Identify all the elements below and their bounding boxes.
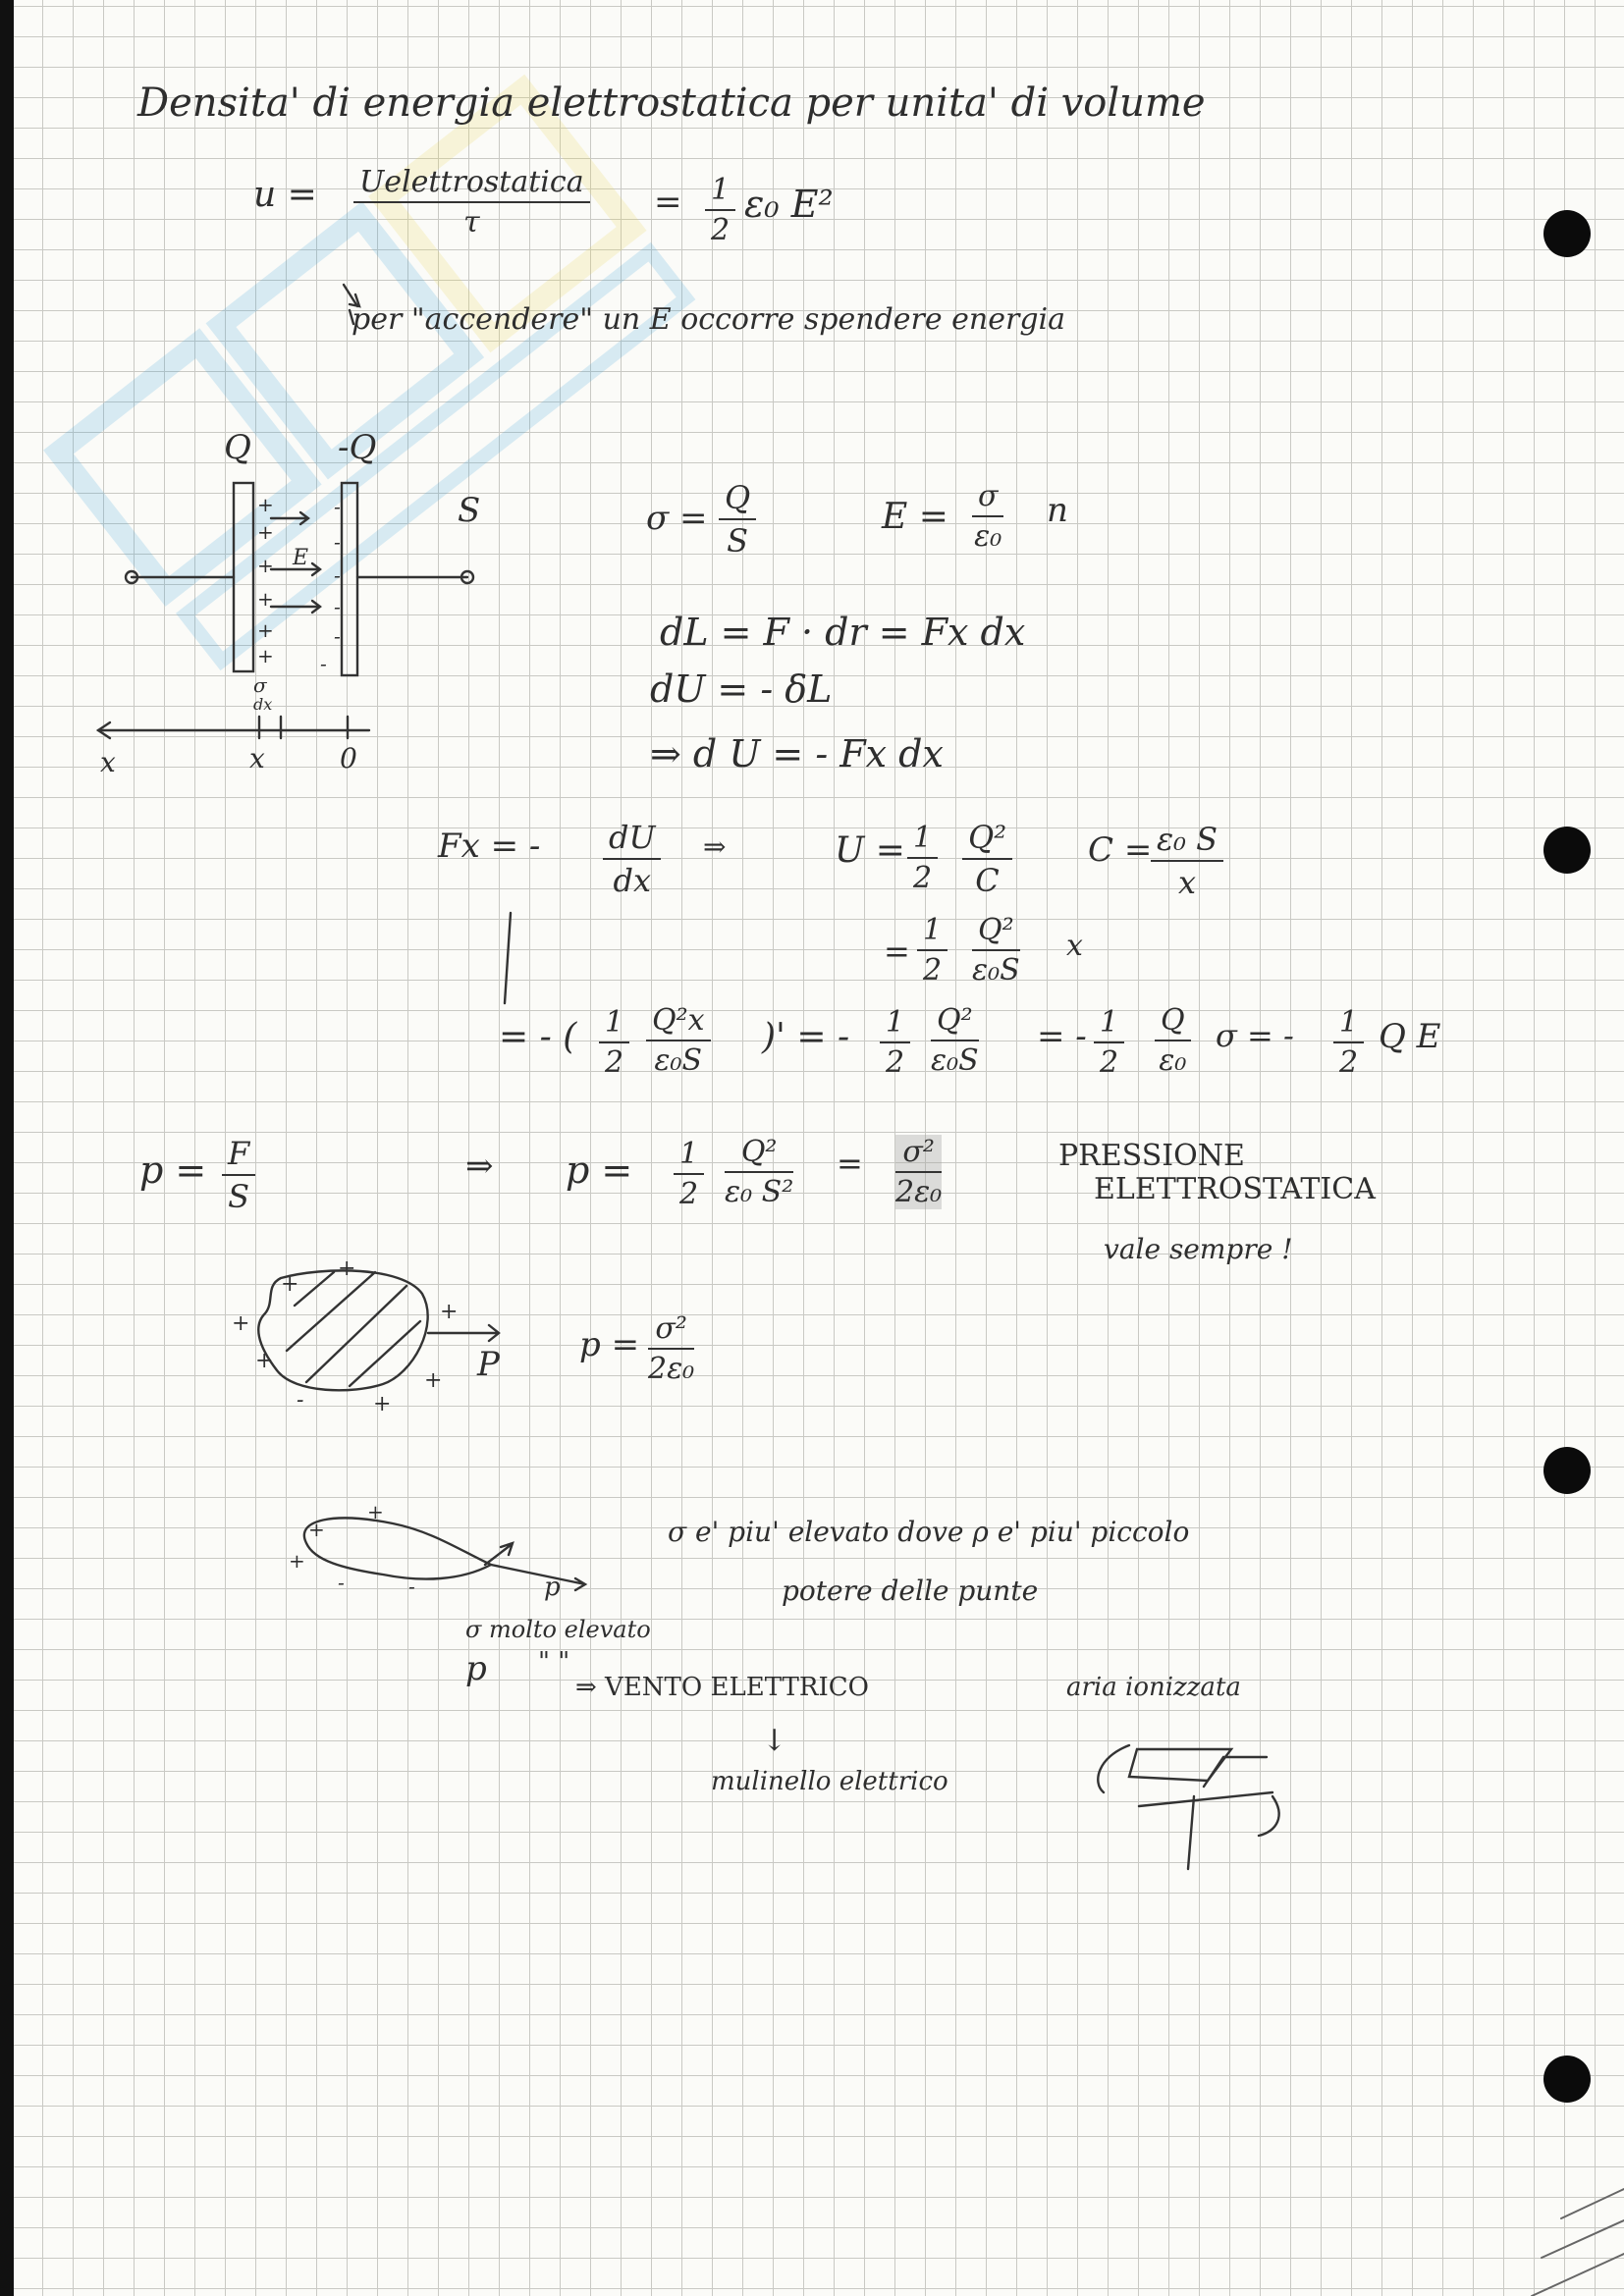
x-axis-arrow-icon <box>98 722 110 738</box>
eq-u3-tail: x <box>1066 929 1083 963</box>
eq-p2-eq: = <box>837 1145 863 1182</box>
pressure-arrow-icon <box>428 1325 499 1341</box>
cap-plus-sign: + <box>257 618 274 642</box>
binder-hole <box>1543 827 1591 874</box>
cap-plus-sign: + <box>257 644 274 667</box>
eq-fx-arrow: ⇒ <box>703 830 727 863</box>
mulinello-arm <box>1204 1757 1267 1787</box>
blob-plus-sign: + <box>424 1368 443 1393</box>
blob-plus-sign: + <box>255 1349 274 1373</box>
eq-u-num: Uelettrostatica <box>353 165 590 203</box>
eq-deriv-sig: σ = - <box>1216 1017 1294 1054</box>
eq-deriv-lhs: = - ( <box>499 1017 577 1057</box>
eq-deriv-half4: $\frac{1}{2}$ <box>1333 1005 1364 1080</box>
drop-plus-sign: + <box>289 1549 305 1573</box>
blob-plus-sign: + <box>373 1392 392 1416</box>
eq-deriv-half3: $\frac{1}{2}$ <box>1094 1005 1124 1080</box>
eq-dl: dL = F · dr = Fx dx <box>660 611 1026 654</box>
cap-minus-sign: - <box>320 652 327 675</box>
eq-sigma-lhs: σ = <box>646 499 708 538</box>
eq-u3-lhs: = <box>884 933 910 970</box>
binder-hole <box>1543 210 1591 257</box>
eq-fx-fraction: $\frac{dU}{dx}$ <box>603 819 661 899</box>
eq-deriv-tail: Q E <box>1379 1017 1441 1056</box>
note-aria: aria ionizzata <box>1066 1673 1241 1702</box>
blob-plus-sign: + <box>338 1256 356 1281</box>
note-mulinello: mulinello elettrico <box>711 1767 948 1796</box>
eq-p2-fraction: $\frac{\text{Q²}}{\text{ε₀ S²}}$ <box>725 1135 794 1209</box>
drop-plus-sign: + <box>308 1518 325 1541</box>
cap-minus-sign: - <box>334 563 341 587</box>
eq-deriv-fraction3: $\frac{Q}{\text{ε₀}}$ <box>1155 1003 1191 1078</box>
axis-zero: 0 <box>340 742 357 774</box>
blob-hatching <box>287 1272 420 1386</box>
mulinello-arm <box>1139 1792 1272 1806</box>
blob-plus-sign: + <box>440 1300 459 1324</box>
cap-minus-sign: - <box>334 595 341 618</box>
cap-minus-sign: - <box>334 624 341 648</box>
note-p: p <box>465 1649 487 1688</box>
axis-x-left: x <box>100 746 116 778</box>
pressione-label-1: PRESSIONE <box>1058 1139 1245 1173</box>
eq-deriv-fraction: $\frac{\text{Q²x}}{\text{ε₀S}}$ <box>646 1003 711 1078</box>
eq-c-fraction: $\frac{\text{ε₀ S}}{x}$ <box>1151 821 1223 901</box>
eq-du2: ⇒ d U = - Fx dx <box>650 732 944 775</box>
point-arrow-icon <box>485 1543 513 1565</box>
mulinello-blade <box>1129 1749 1231 1781</box>
eq-deriv-half2: $\frac{1}{2}$ <box>880 1005 910 1080</box>
blob-plus-sign: + <box>281 1272 299 1297</box>
pointed-conductor <box>304 1518 491 1578</box>
note-quotes: " " <box>538 1647 570 1677</box>
eq-u2-lhs: U = <box>835 830 905 871</box>
eq-p2-half: $\frac{1}{2}$ <box>674 1137 704 1211</box>
drop-p-label: p <box>544 1573 561 1602</box>
blob-p-label: P <box>477 1345 500 1384</box>
eq-deriv-eq2: = - <box>1037 1017 1087 1056</box>
eq-p2-arrow: ⇒ <box>465 1147 494 1186</box>
point-arrow-icon <box>491 1565 585 1590</box>
eq-e-lhs: E = <box>882 497 948 537</box>
scan-artifact <box>1532 2189 1624 2296</box>
mulinello-stem <box>1188 1796 1194 1869</box>
eq-fx-lhs: Fx = - <box>438 827 541 866</box>
note-vale-sempre: vale sempre ! <box>1104 1233 1293 1265</box>
drop-minus-sign: - <box>338 1571 345 1594</box>
eq-du: dU = - δL <box>650 667 833 711</box>
note-vento: ⇒ VENTO ELETTRICO <box>575 1673 869 1702</box>
eq-u3-half: $\frac{1}{2}$ <box>917 913 947 988</box>
rotation-arrow-icon <box>1098 1745 1129 1792</box>
rotation-arrow-icon <box>1259 1796 1279 1836</box>
eq-u3-fraction: $\frac{\text{Q²}}{\text{ε₀S}}$ <box>972 913 1020 988</box>
eq-e-fraction: $\frac{\sigma}{\text{ε₀}}$ <box>972 479 1003 554</box>
cap-plus-sign: + <box>257 493 274 516</box>
cap-plus-sign: + <box>257 554 274 577</box>
cap-minus-sign: - <box>334 530 341 554</box>
note-arrow-down: ↓ <box>762 1724 787 1758</box>
eq-u-lhs: u = <box>253 175 317 215</box>
cap-e-label: E <box>293 546 309 570</box>
binder-hole <box>1543 2056 1591 2103</box>
eq-u-equals: = <box>654 183 682 222</box>
cap-minus-sign: - <box>334 495 341 518</box>
note-molto: σ molto elevato <box>465 1616 651 1643</box>
drop-minus-sign: - <box>408 1575 415 1598</box>
note-sigma: σ e' piu' elevato dove ρ e' piu' piccolo <box>668 1516 1190 1548</box>
eq-c-lhs: C = <box>1088 830 1153 870</box>
cap-q-plus: Q <box>224 428 251 467</box>
eq-deriv-half: $\frac{1}{2}$ <box>599 1005 629 1080</box>
eq-u-tail: ε₀ E² <box>744 183 834 226</box>
blob-plus-sign: + <box>232 1311 250 1336</box>
eq-p3-fraction: $\frac{\text{σ²}}{\text{2ε₀}}$ <box>648 1311 695 1386</box>
eq-deriv-close: )' = - <box>762 1017 850 1057</box>
eq-e-tail: n <box>1047 491 1068 530</box>
note-accendere: per "accendere" un E occorre spendere energia <box>352 302 1066 337</box>
axis-x-mid: x <box>249 742 265 774</box>
cap-s-label: S <box>458 491 481 530</box>
blob-minus-sign: - <box>297 1388 304 1413</box>
cap-plus-sign: + <box>257 520 274 544</box>
cap-dx-label: dx <box>253 695 273 714</box>
cap-plus-sign: + <box>257 587 274 611</box>
pressione-label-2: ELETTROSTATICA <box>1094 1172 1376 1206</box>
margin-stroke <box>505 913 511 1003</box>
eq-u2-fraction: $\frac{\text{Q²}}{C}$ <box>962 819 1012 899</box>
binder-hole <box>1543 1447 1591 1494</box>
eq-u-fraction <box>353 165 590 240</box>
eq-u-den: τ <box>462 205 480 240</box>
eq-u2-half: $\frac{1}{2}$ <box>907 821 938 895</box>
note-potere: potere delle punte <box>782 1575 1039 1607</box>
cap-q-minus: -Q <box>338 428 377 467</box>
drop-plus-sign: + <box>367 1500 384 1523</box>
cap-sigma-label: σ <box>253 673 267 697</box>
page-title: Densita' di energia elettrostatica per unita' di volume <box>137 80 1206 126</box>
eq-p2-highlight: $\frac{\text{σ²}}{\text{2ε₀}}$ <box>895 1135 943 1209</box>
eq-p3-lhs: p = <box>579 1325 640 1364</box>
eq-p2-lhs: p = <box>566 1148 633 1192</box>
eq-sigma-fraction: $\frac{Q}{S}$ <box>719 479 756 560</box>
eq-p-fraction: $\frac{F}{S}$ <box>222 1135 255 1215</box>
eq-p-lhs: p = <box>139 1148 207 1192</box>
eq-deriv-fraction2: $\frac{\text{Q²}}{\text{ε₀S}}$ <box>931 1003 979 1078</box>
eq-u-half: $\frac{1}{2}$ <box>705 173 735 247</box>
